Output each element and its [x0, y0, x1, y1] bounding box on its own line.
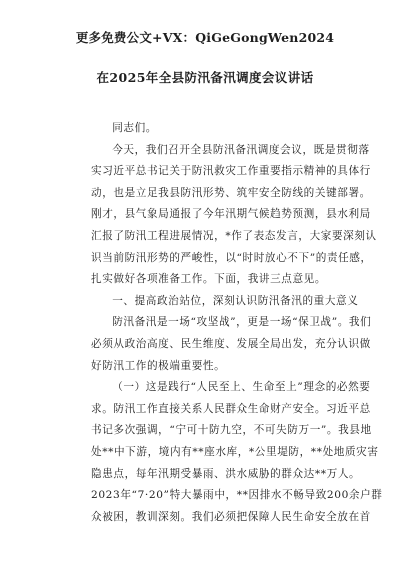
body-line: 防汛备汛是一场“攻坚战”，更是一场“保卫战”。我们 — [112, 316, 372, 329]
body-line: 隐患点，每年汛期受暴雨、洪水威胁的群众达**万人。 — [91, 467, 361, 480]
document-body — [91, 118, 383, 528]
body-line: 识当前防汛形势的严峻性，以“时时放心不下”的责任感， — [91, 251, 372, 264]
section-heading: 一、提高政治站位，深刻认识防汛备汛的重大意义 — [112, 294, 359, 307]
body-line: 动，也是立足我县防汛形势、筑牢安全防线的关键部署。 — [91, 186, 371, 199]
body-line: 众被困，教训深刻。我们必须把保障人民生命安全放在首 — [91, 510, 371, 523]
salutation-line: 同志们。 — [112, 122, 157, 134]
body-line: 求。防汛工作直接关系人民群众生命财产安全。习近平总 — [91, 402, 371, 415]
body-line: 好防汛工作的极端重要性。 — [91, 359, 226, 372]
body-line: 刚才，县气象局通报了今年汛期气候趋势预测，县水利局 — [91, 208, 371, 221]
body-line: 必须从政治高度、民生维度、发展全局出发，充分认识做 — [91, 337, 371, 350]
body-line: 今天，我们召开全县防汛备汛调度会议，既是贯彻落 — [112, 143, 370, 156]
body-line: 处**中下游，境内有**座水库，*公里堤防，**处地质灾害 — [91, 445, 379, 458]
body-line: 实习近平总书记关于防汛救灾工作重要指示精神的具体行 — [91, 165, 371, 178]
body-line: 2023年“7·20”特大暴雨中，**因排水不畅导致200余户群 — [91, 489, 383, 502]
body-line: 汇报了防汛工程进展情况，*作了表态发言，大家要深刻认 — [91, 229, 377, 242]
subsection-line: （一）这是践行“人民至上、生命至上”理念的必然要 — [112, 381, 371, 394]
header-banner: 更多免费公文+VX：QiGeGongWen2024 — [75, 30, 335, 45]
body-line: 书记多次强调，“宁可十防九空，不可失防万一”。我县地 — [91, 424, 372, 437]
body-line: 扎实做好各项准备工作。下面，我讲三点意见。 — [91, 273, 327, 286]
document-title: 在2025年全县防汛备汛调度会议讲话 — [96, 70, 314, 85]
